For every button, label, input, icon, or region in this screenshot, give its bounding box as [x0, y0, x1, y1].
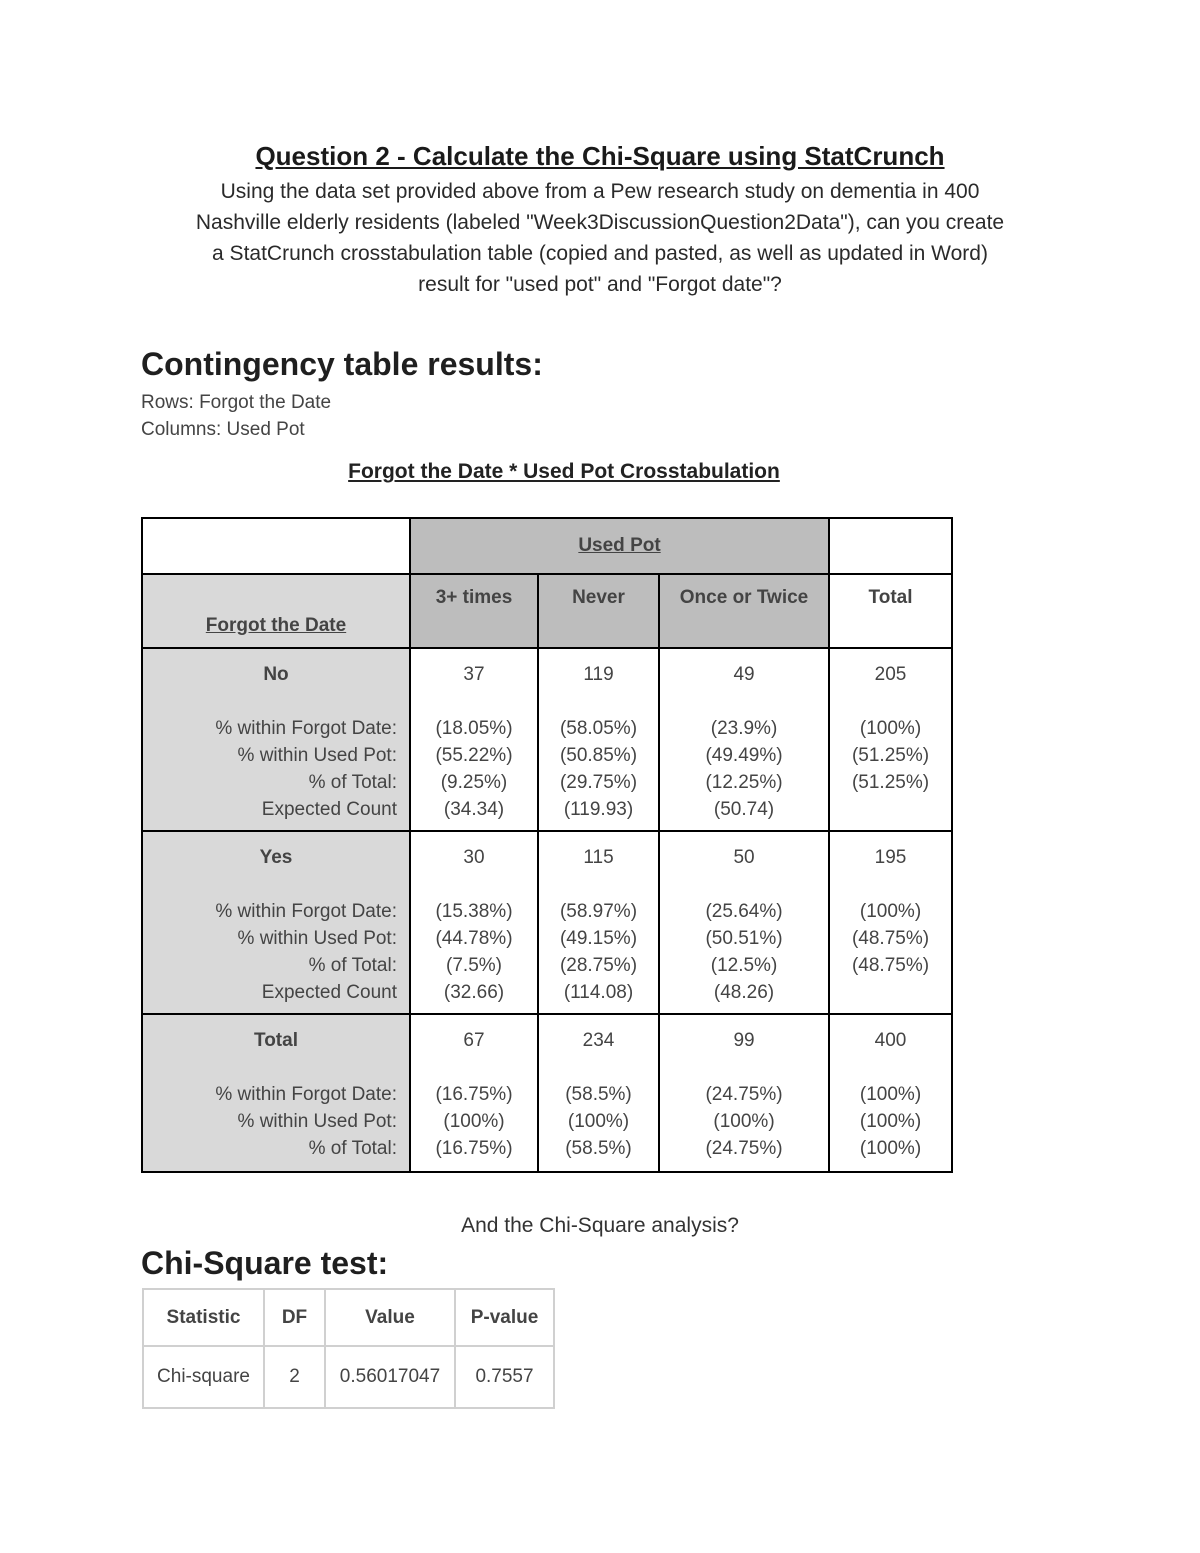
contingency-heading: Contingency table results: — [141, 346, 543, 382]
forgot-date-header: Forgot the Date — [142, 574, 410, 648]
row-stat-label: Expected Count — [261, 799, 397, 820]
row-name: Total — [254, 1030, 298, 1051]
row-stat-label: % of Total: — [308, 955, 397, 976]
chi-square-table — [142, 1288, 555, 1409]
question-body — [140, 176, 1060, 300]
cell-total-total — [829, 1014, 952, 1172]
cell-yes-once-twice — [659, 831, 829, 1014]
col-header-once-twice: Once or Twice — [659, 574, 829, 648]
cell-no-total — [829, 648, 952, 831]
row-stat-label: % of Total: — [308, 1138, 397, 1159]
cell-stat: (119.93) — [563, 799, 634, 820]
cell-count: 234 — [582, 1030, 615, 1051]
cell-count: 37 — [463, 664, 485, 685]
cell-stat: (58.5%) — [565, 1138, 632, 1159]
cell-stat: (48.75%) — [851, 928, 930, 949]
cell-count: 49 — [733, 664, 755, 685]
cell-count: 50 — [733, 847, 755, 868]
row-stat-label: % of Total: — [308, 772, 397, 793]
cell-total-once-twice — [659, 1014, 829, 1172]
cell-yes-3plus — [410, 831, 538, 1014]
cell-stat: (49.15%) — [559, 928, 638, 949]
cell-stat: (100%) — [859, 1111, 922, 1132]
cell-stat: (34.34) — [443, 799, 505, 820]
chi-data-row — [143, 1346, 554, 1408]
cell-stat: (114.08) — [563, 982, 634, 1003]
question-line: Nashville elderly residents (labeled "Week3DiscussionQuestion2Data"), can you create — [195, 211, 1005, 234]
cell-count: 115 — [583, 847, 614, 868]
cell-no-once-twice — [659, 648, 829, 831]
chi-header-pvalue: P-value — [455, 1289, 554, 1346]
cell-stat: (48.75%) — [851, 955, 930, 976]
cell-stat: (51.25%) — [851, 745, 930, 766]
used-pot-header: Used Pot — [410, 518, 829, 574]
cell-stat: (9.25%) — [440, 772, 508, 793]
cell-stat: (24.75%) — [705, 1084, 783, 1105]
cell-stat: (48.26) — [713, 982, 775, 1003]
cell-count: 119 — [583, 664, 614, 685]
chi-statistic: Chi-square — [143, 1346, 264, 1408]
row-stat-label: % within Forgot Date: — [215, 901, 397, 922]
cell-total-never — [538, 1014, 659, 1172]
cell-stat: (100%) — [859, 718, 922, 739]
row-label-no — [142, 648, 410, 831]
cell-count: 400 — [874, 1030, 907, 1051]
cell-yes-never — [538, 831, 659, 1014]
chi-value: 0.56017047 — [325, 1346, 455, 1408]
col-header-total: Total — [829, 574, 952, 648]
cell-stat: (16.75%) — [435, 1138, 513, 1159]
cell-stat: (25.64%) — [705, 901, 783, 922]
chi-header-df: DF — [264, 1289, 325, 1346]
cell-stat: (23.9%) — [710, 718, 778, 739]
question-line: a StatCrunch crosstabulation table (copied and pasted, as well as updated in Word) — [212, 242, 988, 265]
row-stat-label: % within Forgot Date: — [215, 1084, 397, 1105]
rows-caption: Rows: Forgot the Date — [141, 392, 332, 413]
col-header-3plus: 3+ times — [410, 574, 538, 648]
cell-stat: (15.38%) — [435, 901, 513, 922]
cell-stat: (100%) — [859, 901, 922, 922]
columns-caption: Columns: Used Pot — [141, 419, 305, 440]
row-stat-label: Expected Count — [261, 982, 397, 1003]
crosstab-title: Forgot the Date * Used Pot Crosstabulation — [348, 460, 780, 483]
cell-total-3plus — [410, 1014, 538, 1172]
question-title: Question 2 - Calculate the Chi-Square using StatCrunch — [255, 141, 945, 171]
cell-stat: (55.22%) — [435, 745, 513, 766]
cell-no-3plus — [410, 648, 538, 831]
cell-stat: (32.66) — [443, 982, 505, 1003]
row-stat-label: % within Used Pot: — [237, 1111, 397, 1132]
chi-heading: Chi-Square test: — [141, 1245, 389, 1281]
cell-count: 99 — [733, 1030, 755, 1051]
row-name: Yes — [259, 847, 293, 868]
corner-right-cell — [829, 518, 952, 574]
cell-stat: (100%) — [859, 1138, 922, 1159]
cell-stat: (100%) — [567, 1111, 630, 1132]
question-line: result for "used pot" and "Forgot date"? — [418, 273, 782, 296]
cell-count: 195 — [874, 847, 907, 868]
cell-stat: (58.05%) — [559, 718, 638, 739]
corner-cell — [142, 518, 410, 574]
cell-stat: (100%) — [859, 1084, 922, 1105]
chi-header-value: Value — [325, 1289, 455, 1346]
cell-stat: (58.97%) — [559, 901, 638, 922]
chi-question: And the Chi-Square analysis? — [461, 1214, 739, 1237]
cell-stat: (100%) — [713, 1111, 775, 1132]
row-name: No — [263, 664, 289, 685]
cell-stat: (7.5%) — [446, 955, 502, 976]
cell-stat: (51.25%) — [851, 772, 930, 793]
cell-count: 205 — [874, 664, 907, 685]
row-total — [142, 1014, 952, 1172]
cell-stat: (49.49%) — [705, 745, 783, 766]
cell-stat: (58.5%) — [565, 1084, 632, 1105]
row-no — [142, 648, 952, 831]
cell-stat: (18.05%) — [435, 718, 513, 739]
chi-header-row — [143, 1289, 554, 1346]
row-label-total — [142, 1014, 410, 1172]
cell-stat: (24.75%) — [705, 1138, 783, 1159]
chi-pvalue: 0.7557 — [455, 1346, 554, 1408]
row-stat-label: % within Forgot Date: — [215, 718, 397, 739]
cell-stat: (50.74) — [713, 799, 775, 820]
col-header-never: Never — [538, 574, 659, 648]
row-stat-label: % within Used Pot: — [237, 745, 397, 766]
cell-stat: (100%) — [443, 1111, 505, 1132]
cell-no-never — [538, 648, 659, 831]
cell-stat: (12.25%) — [705, 772, 783, 793]
cell-stat: (44.78%) — [435, 928, 513, 949]
cell-stat: (50.85%) — [559, 745, 638, 766]
row-yes — [142, 831, 952, 1014]
chi-header-statistic: Statistic — [143, 1289, 264, 1346]
cell-stat: (50.51%) — [705, 928, 783, 949]
cell-stat: (28.75%) — [559, 955, 638, 976]
row-label-yes — [142, 831, 410, 1014]
chi-df: 2 — [264, 1346, 325, 1408]
cell-yes-total — [829, 831, 952, 1014]
cell-stat: (29.75%) — [559, 772, 638, 793]
cell-count: 67 — [463, 1030, 485, 1051]
crosstab-table — [141, 517, 953, 1173]
row-stat-label: % within Used Pot: — [237, 928, 397, 949]
cell-stat: (16.75%) — [435, 1084, 513, 1105]
question-line: Using the data set provided above from a Pew research study on dementia in 400 — [220, 180, 980, 203]
cell-stat: (12.5%) — [710, 955, 778, 976]
cell-count: 30 — [463, 847, 485, 868]
